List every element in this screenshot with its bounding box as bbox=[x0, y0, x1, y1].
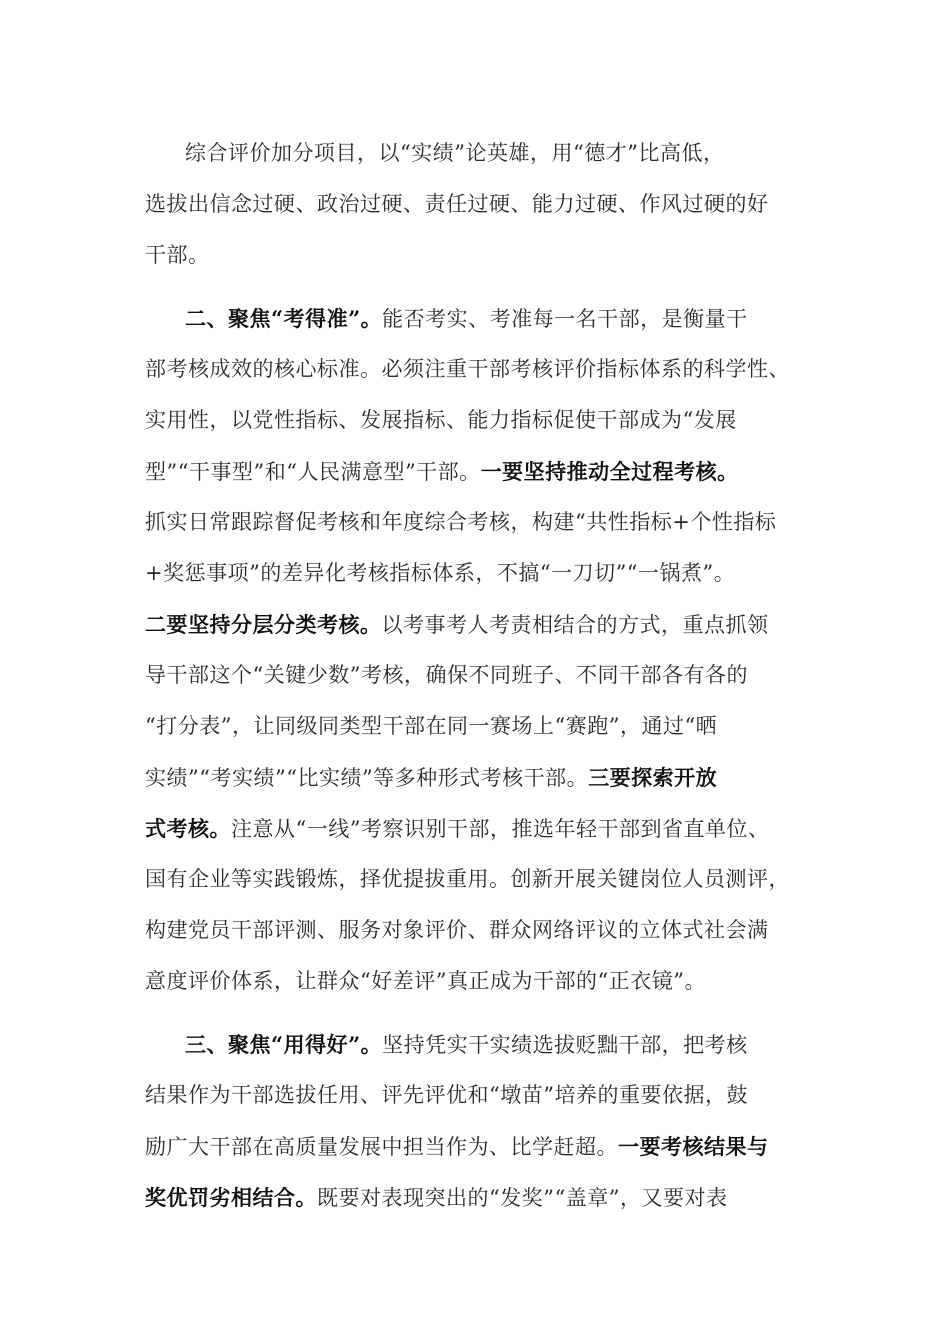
text-line bbox=[145, 548, 825, 599]
text-line bbox=[145, 650, 825, 701]
text-line bbox=[145, 752, 825, 803]
text-run: 注意从“一线”考察识别干部，推选年轻干部到省直单位、 bbox=[231, 817, 770, 841]
text-run: 型”“干事型”和“人民满意型”干部。 bbox=[145, 460, 481, 484]
text-line bbox=[145, 1172, 825, 1223]
text-line bbox=[145, 854, 825, 905]
bold-text-run: 二、聚焦“考得准”。 bbox=[185, 306, 383, 331]
paragraph bbox=[145, 1019, 825, 1223]
text-run: 选拔出信念过硬、政治过硬、责任过硬、能力过硬、作风过硬的好 bbox=[145, 192, 769, 216]
text-line bbox=[145, 128, 825, 179]
document-body bbox=[145, 128, 825, 1223]
text-run: 国有企业等实践锻炼，择优提拔重用。创新开展关键岗位人员测评， bbox=[145, 867, 790, 891]
bold-text-run: 式考核。 bbox=[145, 816, 231, 841]
text-run: 构建党员干部评测、服务对象评价、群众网络评议的立体式社会满 bbox=[145, 918, 769, 942]
text-line bbox=[145, 1019, 825, 1070]
text-line bbox=[145, 497, 825, 548]
text-run: +奖惩事项”的差异化考核指标体系，不搞“一刀切”“一锅煮”。 bbox=[145, 561, 736, 585]
text-run: 综合评价加分项目，以“实绩”论英雄，用“德才”比高低， bbox=[185, 141, 725, 165]
text-run: 干部。 bbox=[145, 243, 210, 267]
text-run: 以考事考人考责相结合的方式，重点抓领 bbox=[381, 613, 769, 637]
text-line bbox=[145, 344, 825, 395]
paragraph bbox=[145, 128, 825, 281]
text-run: 实绩”“考实绩”“比实绩”等多种形式考核干部。 bbox=[145, 766, 589, 790]
text-run: 导干部这个“关键少数”考核，确保不同班子、不同干部各有各的 bbox=[145, 663, 748, 687]
bold-text-run: 一要考核结果与 bbox=[618, 1134, 769, 1159]
paragraph bbox=[145, 293, 825, 1007]
text-line bbox=[145, 905, 825, 956]
text-run: 部考核成效的核心标准。必须注重干部考核评价指标体系的科学性、 bbox=[145, 357, 790, 381]
bold-text-run: 奖优罚劣相结合。 bbox=[145, 1185, 317, 1210]
text-line bbox=[145, 956, 825, 1007]
text-line bbox=[145, 1070, 825, 1121]
text-run: “打分表”，让同级同类型干部在同一赛场上“赛跑”，通过“晒 bbox=[145, 714, 718, 738]
bold-text-run: 三、聚焦“用得好”。 bbox=[185, 1032, 383, 1057]
text-run: 能否考实、考准每一名干部，是衡量干 bbox=[382, 307, 748, 331]
text-run: 既要对表现突出的“发奖”“盖章”，又要对表 bbox=[317, 1186, 728, 1210]
text-run: 抓实日常跟踪督促考核和年度综合考核，构建“共性指标+个性指标 bbox=[145, 510, 777, 534]
text-line bbox=[145, 1121, 825, 1172]
text-run: 结果作为干部选拔任用、评先评优和“墩苗”培养的重要依据，鼓 bbox=[145, 1083, 748, 1107]
bold-text-run: 二要坚持分层分类考核。 bbox=[145, 612, 382, 637]
text-run: 实用性，以党性指标、发展指标、能力指标促使干部成为“发展 bbox=[145, 408, 737, 432]
text-run: 意度评价体系，让群众“好差评”真正成为干部的“正衣镜”。 bbox=[145, 969, 706, 993]
text-line bbox=[145, 803, 825, 854]
text-run: 励广大干部在高质量发展中担当作为、比学赶超。 bbox=[145, 1135, 618, 1159]
bold-text-run: 一要坚持推动全过程考核。 bbox=[480, 459, 739, 484]
text-line bbox=[145, 446, 825, 497]
text-line bbox=[145, 395, 825, 446]
text-line bbox=[145, 701, 825, 752]
bold-text-run: 三要探索开放 bbox=[588, 765, 718, 790]
text-line bbox=[145, 293, 825, 344]
text-line bbox=[145, 179, 825, 230]
text-line bbox=[145, 599, 825, 650]
text-line bbox=[145, 230, 825, 281]
text-run: 坚持凭实干实绩选拔贬黜干部，把考核 bbox=[382, 1033, 748, 1057]
